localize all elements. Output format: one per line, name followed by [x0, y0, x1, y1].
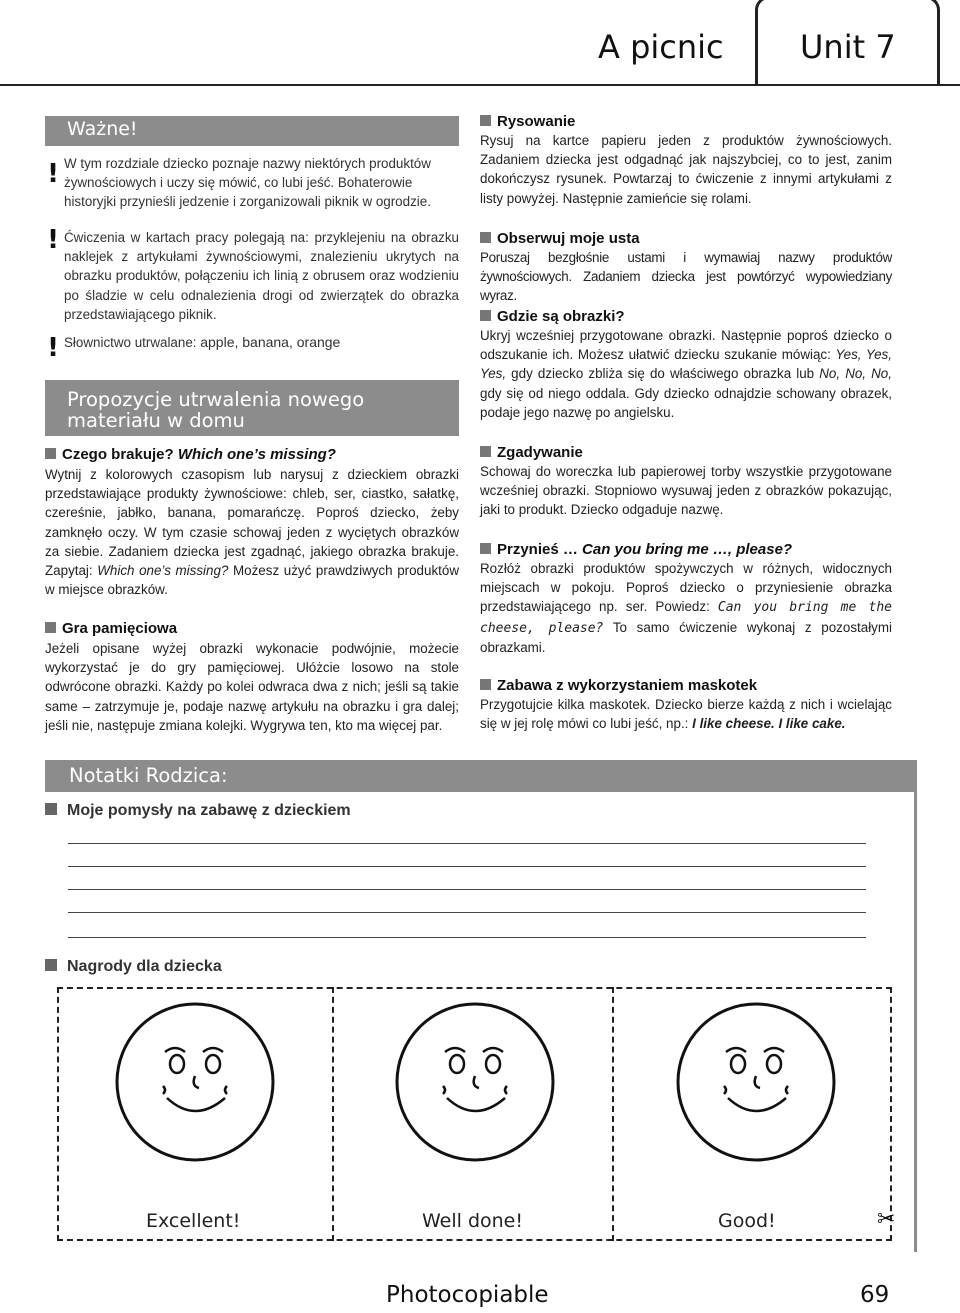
text-part: Przygotujcie kilka maskotek. Dziecko bierze każdą z nich i wcielając się w jej rolę mówi co lubi jeść, np.:: [480, 697, 892, 732]
text-phrase: No, No, No,: [819, 366, 892, 382]
ideas-heading: [45, 801, 351, 820]
header-rule: [0, 84, 960, 86]
reward-label: Good!: [718, 1210, 776, 1232]
important-note-2: Ćwiczenia w kartach pracy polegają na: przyklejeniu na obrazku naklejek z artykułami żywnościowymi, znalezieniu ukrytych na obrazku produktów, połączeniu ich linią z obrusem oraz wodzieniu po śladzie w celu odnalezienia drogi od zwierzątek do obrazka przedstawiającego piknik.: [64, 230, 459, 322]
text-phrase: I like cheese. I like cake.: [692, 716, 846, 732]
text-part: Rozłóż obrazki produktów spożywczych w różnych, widocznych miejscach w pokoju. Poproś dziecko o przyniesienie obrazka przedstawiającego np. ser. Powiedz:: [480, 561, 892, 615]
text-part: gdy się od niego oddala. Gdy dziecko odnajdzie schowany obrazek, podaje jego nazwę po angielsku.: [480, 385, 892, 420]
text-part: Możesz użyć prawdziwych produktów w miejsce obrazków.: [45, 563, 459, 598]
important-header: [45, 116, 459, 146]
bullet-square-icon: [480, 446, 491, 457]
vocabulary-words: apple, banana, orange: [200, 334, 341, 350]
bullet-square-icon: [480, 543, 491, 554]
section-text: [480, 559, 892, 657]
bullet-square-icon: [480, 679, 491, 690]
cut-line: [332, 987, 334, 1241]
heading-pl: Czego brakuje?: [62, 446, 174, 463]
reward-label: Well done!: [422, 1210, 523, 1232]
bullet-square-icon: [480, 232, 491, 243]
text-part: To samo ćwiczenie wykonaj z pozostałymi obrazkami.: [480, 619, 892, 655]
section-heading: [45, 619, 459, 638]
notes-border: [914, 792, 917, 1252]
section-heading: [480, 112, 892, 131]
section-text: Schowaj do woreczka lub papierowej torby wszystkie przygotowane wcześniej obrazki. Stopniowo wysuwaj jeden z obrazków pokazując, jaki to produkt. Dziecko odgaduje nazwę.: [480, 464, 892, 518]
writing-line[interactable]: [68, 889, 866, 890]
bullet-square-icon: [45, 622, 56, 633]
bullet-square-icon: [480, 310, 491, 321]
notes-header: [45, 760, 917, 792]
writing-line[interactable]: [68, 912, 866, 913]
reward-label: Excellent!: [146, 1210, 241, 1232]
text-phrase: Can you bring me the cheese, please?: [480, 600, 892, 636]
smiling-sun-icon: [105, 992, 285, 1172]
section-text: Rysuj na kartce papieru jeden z produktów żywnościowych. Zadaniem dziecka jest odgadnąć jak najszybciej, co to jest, zanim dokończysz rysunek. Powtarzaj to ćwiczenie z innymi artykułami z listy powyżej. Następnie zamieńcie się rolami.: [480, 133, 892, 206]
section-heading: [480, 676, 892, 695]
section-mascots: [480, 676, 892, 733]
section-heading: [45, 445, 459, 464]
section-bring: [480, 540, 892, 657]
text-part: gdy dziecko zbliża się do właściwego obrazka lub: [511, 366, 815, 382]
text-part: Wytnij z kolorowych czasopism lub narysuj z dzieckiem obrazki przedstawiające produkty żywnościowe: chleb, ser, ciastko, sałatkę, czereśnie, jabłko, banana, pomarańczę. Poproś dziecko, żeby zamknęło oczy. W tym czasie schowaj jeden z wyciętych obrazków za siebie. Zadaniem dziecka jest zgadnąć, jakiego obrazka brakuje. Zapytaj:: [45, 467, 459, 579]
section-text: [480, 695, 892, 733]
home-title-line-1: Propozycje utrwalenia nowego: [67, 388, 365, 411]
bullet-square-icon: [45, 959, 57, 971]
section-heading: [480, 540, 892, 559]
bullet-square-icon: [45, 803, 57, 815]
section-memory-game: [45, 619, 459, 735]
smiling-sun-icon: [666, 992, 846, 1172]
home-header: [45, 380, 459, 436]
section-drawing: [480, 112, 892, 208]
rewards-label: Nagrody dla dziecka: [67, 958, 222, 975]
photocopiable-label: Photocopiable: [386, 1282, 549, 1308]
heading-pl: Przynieś …: [497, 541, 578, 558]
heading-en: Can you bring me …, please?: [582, 541, 793, 558]
notes-title: Notatki Rodzica:: [69, 764, 228, 787]
heading-text: Rysowanie: [497, 113, 576, 130]
section-where-pictures: [480, 307, 892, 422]
text-phrase: Yes, Yes, Yes,: [480, 347, 892, 382]
section-text: [480, 326, 892, 422]
section-text: [45, 465, 459, 599]
section-heading: [480, 307, 892, 326]
writing-line[interactable]: [68, 937, 866, 938]
page-number: 69: [860, 1282, 890, 1308]
rewards-heading: [45, 957, 222, 976]
bullet-square-icon: [45, 448, 56, 459]
lesson-title: A picnic: [598, 28, 724, 66]
exclamation-icon: !: [47, 333, 59, 363]
heading-text: Obserwuj moje usta: [497, 230, 640, 247]
heading-text: Gra pamięciowa: [62, 620, 178, 637]
important-note-1: W tym rozdziale dziecko poznaje nazwy niektórych produktów żywnościowych i uczy się mówić, co lubi jeść. Bohaterowie historyjki przynieśli jedzenie i zorganizowali piknik w ogrodzie.: [64, 156, 431, 210]
home-title-line-2: materiału w domu: [67, 409, 245, 432]
text-phrase: Which one’s missing?: [97, 563, 229, 579]
vocabulary-line: [64, 333, 459, 352]
text-part: Ukryj wcześniej przygotowane obrazki. Następnie poproś dziecko o odszukanie ich. Możesz ułatwić dziecku szukanie mówiąc:: [480, 328, 892, 363]
heading-text: Zgadywanie: [497, 444, 583, 461]
section-heading: [480, 443, 892, 462]
scissors-icon: ✂: [877, 1207, 896, 1232]
vocabulary-label: Słownictwo utrwalane:: [64, 335, 197, 350]
section-text: Jeżeli opisane wyżej obrazki wykonacie podwójnie, możecie wykorzystać je do gry pamięciowej. Ułóżcie losowo na stole odwrócone obrazki. Każdy po kolei odwraca dwa z nich; jeśli są takie same – zatrzymuje je, podaje nazwę artykułu na obrazku i gra dalej; jeśli nie, następuje zmiana kolejki. Wygrywa ten, kto ma więcej par.: [45, 641, 459, 733]
smiling-sun-icon: [385, 992, 565, 1172]
section-guessing: [480, 443, 892, 520]
ideas-label: Moje pomysły na zabawę z dzieckiem: [67, 802, 351, 819]
cut-line: [612, 987, 614, 1241]
section-heading: [480, 229, 892, 248]
exclamation-icon: !: [47, 159, 59, 189]
heading-en: Which one’s missing?: [177, 446, 336, 463]
writing-line[interactable]: [68, 866, 866, 867]
heading-text: Gdzie są obrazki?: [497, 308, 625, 325]
writing-line[interactable]: [68, 843, 866, 844]
important-title: Ważne!: [67, 118, 138, 140]
bullet-square-icon: [480, 115, 491, 126]
section-lips: [480, 229, 892, 306]
section-text: Poruszaj bezgłośnie ustami i wymawiaj nazwy produktów żywnościowych. Zadaniem dziecka jest powtórzyć wypowiedziany wyraz.: [480, 250, 892, 304]
unit-title: Unit 7: [800, 28, 896, 66]
section-missing: [45, 445, 459, 599]
exclamation-icon: !: [47, 225, 59, 255]
heading-text: Zabawa z wykorzystaniem maskotek: [497, 677, 758, 694]
